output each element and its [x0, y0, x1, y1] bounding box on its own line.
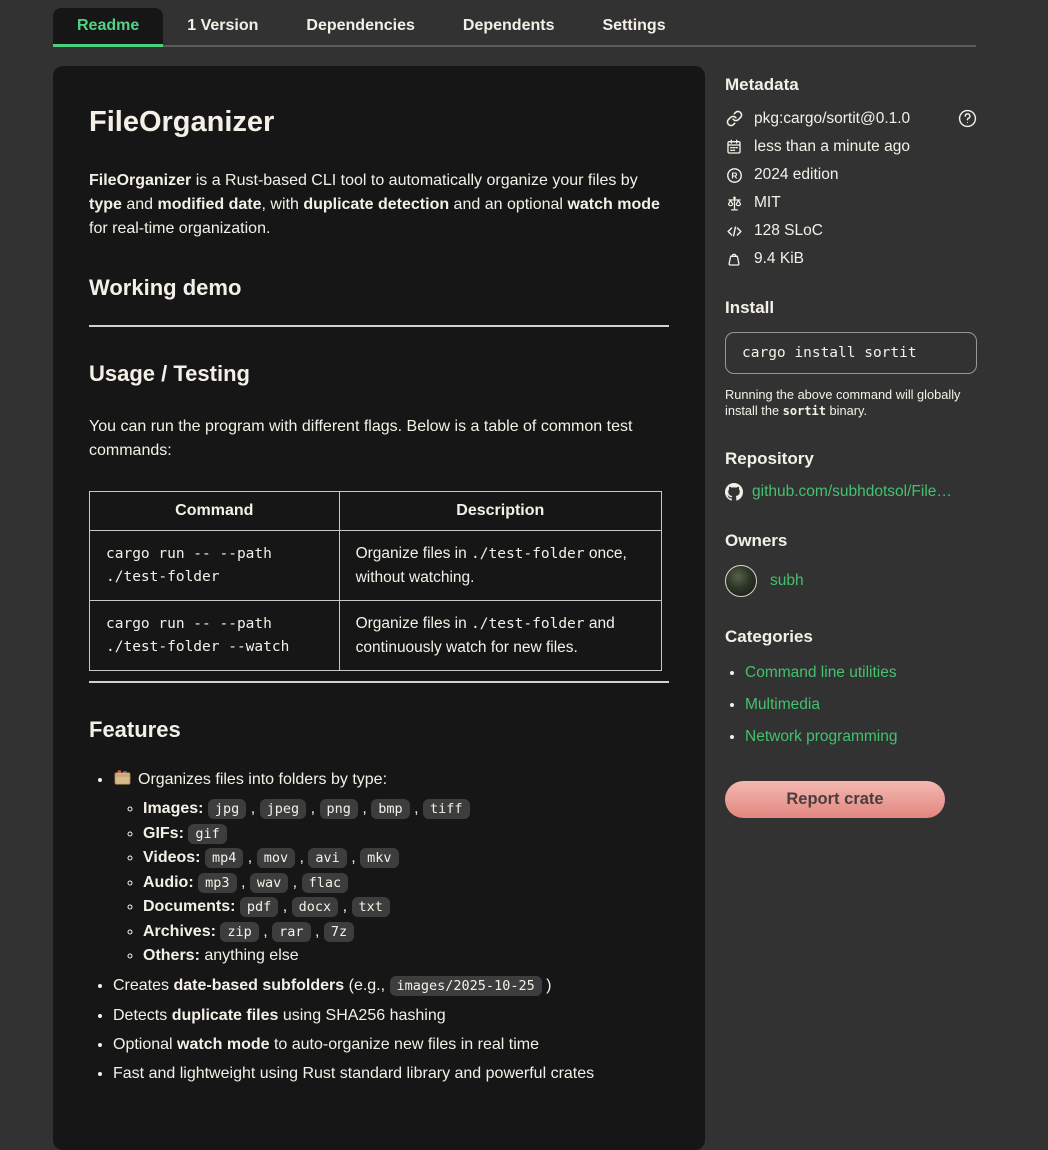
text-run: Organize files in	[355, 615, 472, 632]
tab-dependencies[interactable]: Dependencies	[306, 17, 415, 34]
table-header-description: Description	[339, 492, 661, 531]
section-divider	[89, 681, 669, 683]
metadata-row	[725, 250, 977, 268]
text-run: to auto-organize new files in real time	[269, 1035, 539, 1053]
extension-pill: gif	[188, 824, 226, 844]
file-type-sublist	[113, 797, 669, 969]
extension-pill: txt	[352, 897, 390, 917]
file-type-label: Videos:	[143, 849, 201, 866]
license-scales-icon	[725, 195, 743, 212]
report-crate-button[interactable]: Report crate	[725, 781, 945, 818]
metadata-heading: Metadata	[725, 75, 799, 94]
category-item	[745, 661, 977, 685]
file-type-item: ◦ Audio: mp3 , wav , flac	[143, 871, 669, 896]
extension-pill: png	[320, 799, 358, 819]
weight-icon	[725, 251, 743, 267]
tab-dependents[interactable]: Dependents	[462, 17, 555, 34]
owners-heading: Owners	[725, 531, 788, 550]
text-run: watch mode	[567, 196, 660, 213]
text-run: Creates	[113, 976, 174, 994]
owner-link[interactable]: subh	[770, 572, 804, 589]
tab-settings[interactable]: Settings	[602, 17, 666, 34]
text-run: Detects	[113, 1006, 172, 1024]
owner-row	[725, 565, 977, 597]
rust-edition-icon	[725, 167, 743, 184]
extension-pill: mp4	[205, 848, 243, 868]
table-row	[90, 531, 662, 601]
file-type-label: Images:	[143, 800, 204, 817]
text-run: and an optional	[449, 196, 568, 213]
file-type-label: GIFs:	[143, 824, 184, 842]
commands-table-body	[90, 531, 662, 671]
file-type-item: ◦ Others: anything else	[143, 944, 669, 969]
file-type-label: Documents:	[143, 898, 236, 915]
inline-code: sortit	[782, 404, 826, 418]
card-index-dividers-icon	[113, 768, 132, 795]
extension-pill: 7z	[324, 922, 354, 942]
install-command-box[interactable]: cargo install sortit	[725, 332, 977, 374]
features-heading: Features	[89, 717, 181, 742]
svg-text:R: R	[730, 169, 738, 180]
file-type-label: Audio:	[143, 873, 194, 891]
calendar-icon	[725, 139, 743, 155]
file-type-item: ◦ Images: jpg , jpeg , png , bmp , tiff	[143, 797, 669, 822]
extension-pill: wav	[250, 873, 288, 893]
tab-versions[interactable]: 1 Version	[187, 17, 259, 34]
text-run: , with	[261, 196, 304, 213]
tab-readme[interactable]: Readme	[53, 8, 163, 47]
extension-pill: docx	[292, 897, 339, 917]
text-run: for real-time organization.	[89, 220, 271, 237]
extension-pill: mkv	[360, 848, 398, 868]
inline-code: images/2025-10-25	[390, 976, 542, 996]
extension-pill: jpeg	[260, 799, 307, 819]
category-item	[745, 725, 977, 749]
usage-heading: Usage / Testing	[89, 361, 250, 386]
inline-code: ./test-folder	[471, 546, 585, 562]
feature-item	[113, 1061, 669, 1086]
metadata-row	[725, 109, 977, 128]
extension-pill: bmp	[371, 799, 409, 819]
commands-table	[89, 491, 662, 671]
extension-pill: mov	[257, 848, 295, 868]
categories-heading: Categories	[725, 627, 813, 646]
file-type-item: ◦ Documents: pdf , docx , txt	[143, 895, 669, 920]
metadata-value: 2024 edition	[754, 166, 839, 183]
github-icon	[725, 483, 743, 501]
text-run: type	[89, 196, 122, 213]
extension-pill: jpg	[208, 799, 246, 819]
text-run: once, without watching.	[355, 545, 627, 586]
usage-paragraph: You can run the program with different flags. Below is a table of common test commands:	[89, 418, 633, 459]
file-type-label: Others:	[143, 947, 200, 964]
metadata-list	[725, 109, 977, 268]
crate-title: FileOrganizer	[89, 106, 275, 138]
text-run: )	[541, 976, 552, 994]
sidebar	[725, 66, 977, 818]
feature-item	[113, 767, 669, 969]
table-header-command: Command	[90, 492, 340, 531]
text-run: Running the above command will globally install the	[725, 387, 961, 418]
text-run: (e.g.,	[344, 976, 390, 994]
content-layout	[53, 66, 977, 1150]
text-run: and	[121, 196, 158, 213]
text-run: Organizes files into folders by type:	[138, 771, 388, 788]
extension-pill: mp3	[198, 873, 236, 893]
features-list	[89, 767, 669, 1086]
description-cell	[339, 531, 661, 601]
extension-pill: pdf	[240, 897, 278, 917]
metadata-row	[725, 138, 977, 156]
inline-code: ./test-folder	[471, 616, 585, 632]
readme-card	[53, 66, 705, 1150]
repository-row	[725, 483, 977, 501]
extension-pill: flac	[302, 873, 349, 893]
owners-list	[725, 565, 977, 597]
file-type-item	[143, 822, 669, 847]
intro-paragraph	[89, 169, 669, 241]
text-run: Fast and lightweight using Rust standard library and powerful crates	[113, 1064, 595, 1082]
text-run: and continuously watch for new files.	[355, 615, 615, 656]
text-run: date-based subfolders	[173, 976, 345, 994]
command-cell: cargo run -- --path ./test-folder --watch	[90, 601, 340, 671]
section-divider	[89, 325, 669, 327]
code-icon	[725, 223, 743, 240]
metadata-value: 128 SLoC	[754, 222, 823, 239]
extension-pill: tiff	[423, 799, 470, 819]
feature-item	[113, 1032, 669, 1057]
tab-bar	[53, 8, 976, 47]
text-run: using SHA256 hashing	[278, 1006, 446, 1024]
text-run: duplicate detection	[303, 196, 450, 213]
metadata-value: pkg:cargo/sortit@0.1.0	[754, 109, 911, 127]
text-run: binary.	[825, 403, 867, 418]
metadata-row	[725, 222, 977, 240]
category-link[interactable]: Command line utilities	[745, 664, 897, 681]
metadata-row	[725, 194, 977, 212]
owner-avatar[interactable]	[725, 565, 757, 597]
text-run: modified date	[157, 196, 262, 213]
extension-pill: rar	[272, 922, 310, 942]
text-run: is a Rust-based CLI tool to automatically organize your files by	[191, 172, 638, 189]
help-icon[interactable]	[958, 109, 977, 128]
text-run: Optional	[113, 1035, 178, 1053]
crate-page	[0, 8, 1048, 1150]
install-heading: Install	[725, 298, 775, 317]
metadata-row	[725, 166, 977, 184]
text-run: watch mode	[177, 1035, 270, 1053]
text-run: duplicate files	[171, 1006, 279, 1024]
category-link[interactable]: Multimedia	[745, 696, 820, 713]
categories-list	[725, 661, 977, 749]
repository-link[interactable]: github.com/subhdotsol/File…	[752, 483, 952, 500]
metadata-value: 9.4 KiB	[754, 250, 804, 267]
metadata-value: MIT	[754, 194, 781, 211]
feature-item	[113, 973, 669, 999]
category-item	[745, 693, 977, 717]
file-type-item: ◦ Archives: zip , rar , 7z	[143, 920, 669, 945]
table-row	[90, 601, 662, 671]
category-link[interactable]: Network programming	[745, 728, 898, 745]
file-type-label: Archives:	[143, 922, 216, 940]
working-demo-heading: Working demo	[89, 275, 242, 300]
text-run: FileOrganizer	[89, 172, 192, 189]
repository-heading: Repository	[725, 449, 814, 468]
link-icon	[725, 110, 743, 127]
feature-item	[113, 1003, 669, 1028]
install-note	[725, 387, 977, 419]
description-cell	[339, 601, 661, 671]
extension-pill: zip	[220, 922, 258, 942]
extension-pill: avi	[308, 848, 346, 868]
file-type-item: ◦ Videos: mp4 , mov , avi , mkv	[143, 846, 669, 871]
text-run: Organize files in	[355, 545, 472, 562]
command-cell: cargo run -- --path ./test-folder	[90, 531, 340, 601]
metadata-value: less than a minute ago	[754, 138, 910, 155]
